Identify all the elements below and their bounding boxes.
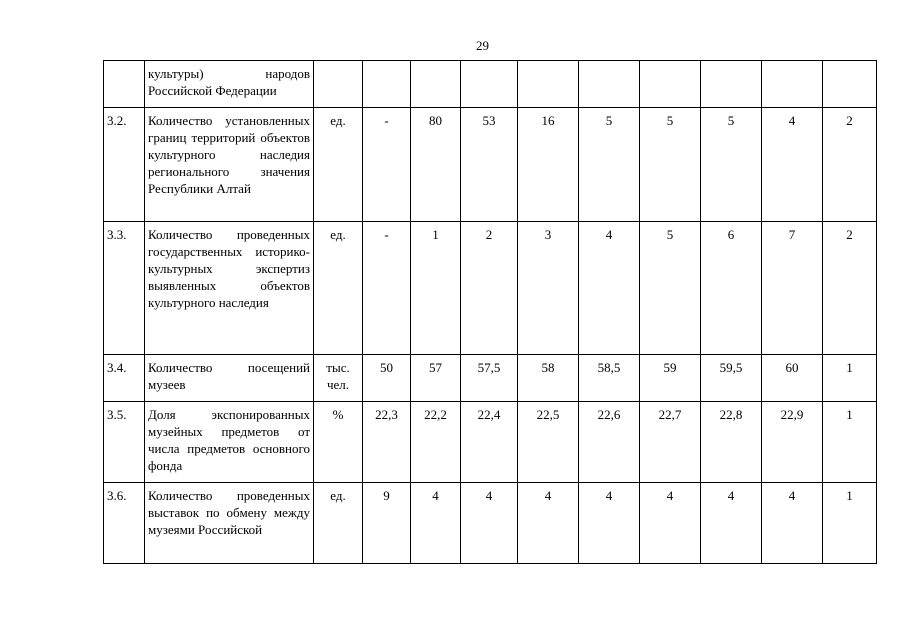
value-cell bbox=[762, 61, 823, 108]
value-cell: 22,4 bbox=[461, 402, 518, 483]
unit-cell: тыс. чел. bbox=[314, 355, 363, 402]
value-cell: - bbox=[363, 222, 411, 355]
value-cell: 1 bbox=[823, 402, 877, 483]
indicator-name: Количество установленных границ территорий объектов культурного наследия регионального значения Республики Алтай bbox=[145, 108, 314, 222]
value-cell: 53 bbox=[461, 108, 518, 222]
page-number: 29 bbox=[476, 38, 489, 53]
value-cell: 4 bbox=[579, 222, 640, 355]
row-number: 3.2. bbox=[104, 108, 145, 222]
value-cell: 5 bbox=[579, 108, 640, 222]
value-cell: 4 bbox=[411, 483, 461, 564]
value-cell: 5 bbox=[640, 222, 701, 355]
value-cell bbox=[823, 61, 877, 108]
table-row bbox=[104, 402, 877, 483]
value-cell: 80 bbox=[411, 108, 461, 222]
value-cell: 4 bbox=[701, 483, 762, 564]
value-cell: 7 bbox=[762, 222, 823, 355]
indicator-name: Количество проведенных выставок по обмену между музеями Российской bbox=[145, 483, 314, 564]
value-cell: 4 bbox=[579, 483, 640, 564]
indicator-name: Доля экспонированных музейных предметов от числа предметов основного фонда bbox=[145, 402, 314, 483]
value-cell: 22,9 bbox=[762, 402, 823, 483]
table-row bbox=[104, 108, 877, 222]
row-number: 3.5. bbox=[104, 402, 145, 483]
value-cell: 60 bbox=[762, 355, 823, 402]
value-cell: 2 bbox=[461, 222, 518, 355]
value-cell: 16 bbox=[518, 108, 579, 222]
table-row bbox=[104, 61, 877, 108]
value-cell: 4 bbox=[461, 483, 518, 564]
table-row bbox=[104, 355, 877, 402]
value-cell: 5 bbox=[640, 108, 701, 222]
value-cell: 57 bbox=[411, 355, 461, 402]
table-row bbox=[104, 222, 877, 355]
value-cell: 4 bbox=[762, 108, 823, 222]
value-cell: 22,8 bbox=[701, 402, 762, 483]
value-cell: 1 bbox=[823, 483, 877, 564]
value-cell: 1 bbox=[411, 222, 461, 355]
value-cell bbox=[701, 61, 762, 108]
value-cell: 4 bbox=[762, 483, 823, 564]
value-cell: 50 bbox=[363, 355, 411, 402]
indicator-name: Количество посещений музеев bbox=[145, 355, 314, 402]
value-cell bbox=[579, 61, 640, 108]
unit-cell bbox=[314, 61, 363, 108]
value-cell: 4 bbox=[518, 483, 579, 564]
indicator-name: культуры) народов Российской Федерации bbox=[145, 61, 314, 108]
row-number: 3.4. bbox=[104, 355, 145, 402]
indicators-table bbox=[103, 60, 877, 564]
unit-cell: % bbox=[314, 402, 363, 483]
table-row bbox=[104, 483, 877, 564]
row-number bbox=[104, 61, 145, 108]
value-cell bbox=[518, 61, 579, 108]
value-cell: 1 bbox=[823, 355, 877, 402]
value-cell: 22,5 bbox=[518, 402, 579, 483]
value-cell: 22,2 bbox=[411, 402, 461, 483]
value-cell: 4 bbox=[640, 483, 701, 564]
value-cell: 58 bbox=[518, 355, 579, 402]
value-cell: 22,3 bbox=[363, 402, 411, 483]
value-cell: 9 bbox=[363, 483, 411, 564]
value-cell: 58,5 bbox=[579, 355, 640, 402]
unit-cell: ед. bbox=[314, 108, 363, 222]
value-cell: - bbox=[363, 108, 411, 222]
row-number: 3.3. bbox=[104, 222, 145, 355]
value-cell bbox=[640, 61, 701, 108]
value-cell: 57,5 bbox=[461, 355, 518, 402]
row-number: 3.6. bbox=[104, 483, 145, 564]
value-cell: 2 bbox=[823, 108, 877, 222]
unit-cell: ед. bbox=[314, 222, 363, 355]
value-cell bbox=[411, 61, 461, 108]
value-cell bbox=[363, 61, 411, 108]
value-cell: 2 bbox=[823, 222, 877, 355]
value-cell: 59,5 bbox=[701, 355, 762, 402]
value-cell: 5 bbox=[701, 108, 762, 222]
indicator-name: Количество проведенных государственных историко-культурных экспертиз выявленных объектов культурного наследия bbox=[145, 222, 314, 355]
unit-cell: ед. bbox=[314, 483, 363, 564]
value-cell: 22,6 bbox=[579, 402, 640, 483]
value-cell bbox=[461, 61, 518, 108]
value-cell: 22,7 bbox=[640, 402, 701, 483]
value-cell: 59 bbox=[640, 355, 701, 402]
value-cell: 3 bbox=[518, 222, 579, 355]
value-cell: 6 bbox=[701, 222, 762, 355]
